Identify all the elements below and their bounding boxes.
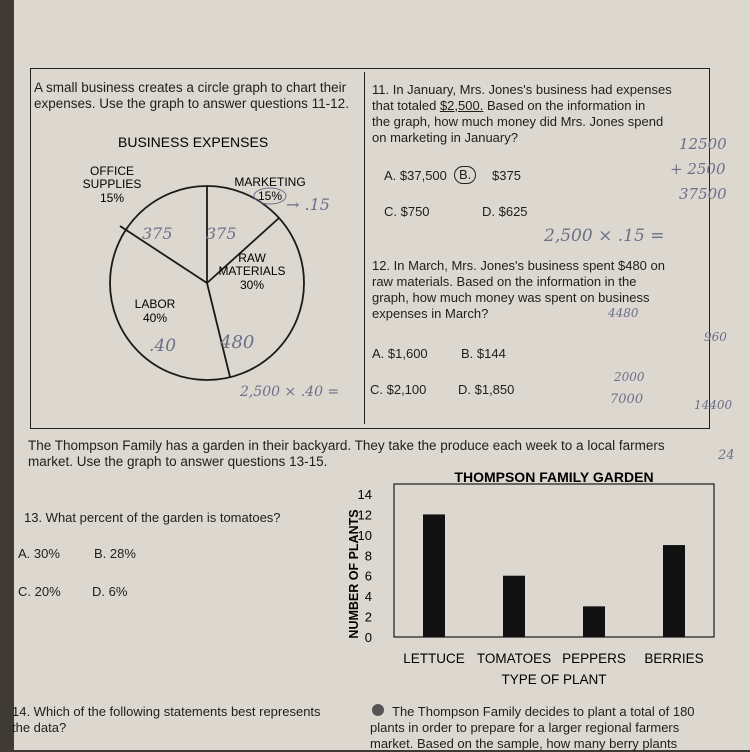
y-tick-label-10: 10 (357, 527, 372, 543)
section1-divider (364, 72, 365, 424)
pencil-margin-5: 24 (718, 448, 735, 463)
x-tick-label-tomatoes: TOMATOES (476, 651, 552, 666)
office-supplies-label-1: OFFICE (90, 164, 134, 178)
thompson-garden-bar-chart (314, 462, 724, 698)
pencil-375-right: 375 (206, 224, 237, 243)
q11-option-d[interactable]: D. $625 (482, 204, 528, 219)
marketing-pct: 15% (257, 189, 283, 203)
section1-bottom-border (30, 428, 710, 429)
section2-intro: The Thompson Family has a garden in their backyard. They take the produce each week to a local farmers market. Use the graph to answer questions 13-15. (28, 438, 665, 469)
labor-pct: 40% (142, 311, 168, 325)
q13-question: 13. What percent of the garden is tomatoes? (24, 510, 281, 525)
q12-line-1: 12. In March, Mrs. Jones's business spent $480 on (372, 258, 665, 273)
raw-materials-label-2: MATERIALS (218, 264, 286, 278)
q15-line-2: plants in order to prepare for a larger regional farmers (370, 720, 680, 735)
chart-xlabel: TYPE OF PLANT (501, 672, 607, 687)
pencil-scribble-2: 960 (704, 330, 727, 344)
pencil-arrow-015: → .15 (286, 195, 330, 214)
chart-ylabel: NUMBER OF PLANTS (347, 509, 361, 639)
bar-peppers (583, 606, 605, 637)
pencil-375-left: 375 (142, 224, 173, 243)
q14-line-1: 14. Which of the following statements best represents (12, 704, 321, 719)
y-tick-label-4: 4 (364, 589, 372, 605)
pencil-calc-q11: 2,500 × .15 = (544, 226, 665, 246)
chart-title: THOMPSON FAMILY GARDEN (454, 469, 654, 485)
pie-divider-bottom (207, 283, 230, 377)
pencil-scribble-4: 7000 (610, 392, 644, 407)
y-tick-label-8: 8 (364, 548, 372, 564)
bar-tomatoes (503, 576, 525, 637)
x-tick-label-lettuce: LETTUCE (403, 651, 465, 666)
y-tick-label-14: 14 (357, 487, 372, 502)
raw-materials-label-1: RAW (238, 251, 266, 265)
pencil-scribble-1: 4480 (608, 306, 639, 320)
q11-option-c[interactable]: C. $750 (384, 204, 430, 219)
pencil-calc-q12: 2,500 × .40 = (240, 384, 340, 400)
section1-left-border (30, 68, 31, 428)
q11-option-b-circle[interactable]: B. (454, 166, 476, 184)
bar-berries (663, 545, 685, 637)
labor-label: LABOR (134, 297, 176, 311)
q11-line-3: the graph, how much money did Mrs. Jones spend (372, 114, 664, 129)
q11-line-2: that totaled $2,500. Based on the information in (372, 98, 646, 113)
q11-amount: $2,500. (439, 98, 484, 113)
q13-option-d[interactable]: D. 6% (92, 584, 128, 599)
section1-intro: A small business creates a circle graph to chart their expenses. Use the graph to answer questions 11-12. (34, 80, 349, 111)
pencil-margin-2: + 2500 (670, 160, 726, 178)
bar-lettuce (423, 514, 445, 637)
x-tick-label-berries: BERRIES (644, 651, 704, 666)
q12-option-b[interactable]: B. $144 (461, 346, 506, 361)
q15-bullet-icon (372, 704, 384, 716)
pencil-margin-3: 37500 (679, 185, 727, 203)
q11-line-1: 11. In January, Mrs. Jones's business had expenses (372, 82, 672, 97)
pencil-scribble-3: 2000 (614, 370, 645, 384)
q11-option-a[interactable]: A. $37,500 (384, 168, 447, 183)
q12-option-d[interactable]: D. $1,850 (458, 382, 515, 397)
pencil-480: 480 (220, 332, 255, 353)
q12-line-2: raw materials. Based on the information in the (372, 274, 637, 289)
worksheet-page (14, 0, 750, 750)
section1-top-border (30, 68, 710, 69)
q15-line-1: The Thompson Family decides to plant a total of 180 (392, 704, 695, 719)
y-tick-label-6: 6 (364, 568, 372, 584)
pie-title: BUSINESS EXPENSES (118, 134, 269, 150)
office-supplies-label-2: SUPPLIES (82, 177, 142, 191)
q11-line-4: on marketing in January? (372, 130, 518, 145)
section1-right-border (709, 68, 710, 428)
q12-line-3: graph, how much money was spent on business (372, 290, 650, 305)
q14-line-2: the data? (12, 720, 67, 735)
marketing-label: MARKETING (234, 175, 306, 189)
q13-option-b[interactable]: B. 28% (94, 546, 136, 561)
pencil-margin-4: 14400 (694, 398, 733, 412)
pencil-40: .40 (149, 336, 177, 356)
y-tick-label-0: 0 (364, 630, 372, 645)
q12-line-4: expenses in March? (372, 306, 489, 321)
office-supplies-pct: 15% (99, 191, 125, 205)
y-tick-label-12: 12 (357, 507, 372, 523)
q11-option-b[interactable]: $375 (492, 168, 521, 183)
x-tick-label-peppers: PEPPERS (562, 651, 626, 666)
raw-materials-pct: 30% (239, 278, 265, 292)
q12-option-a[interactable]: A. $1,600 (372, 346, 428, 361)
q13-option-c[interactable]: C. 20% (18, 584, 61, 599)
q13-option-a[interactable]: A. 30% (18, 546, 60, 561)
pencil-margin-1: 12500 (679, 135, 727, 153)
q15-line-3: market. Based on the sample, how many berry plants (370, 736, 678, 751)
y-tick-label-2: 2 (364, 609, 372, 625)
q12-option-c[interactable]: C. $2,100 (370, 382, 427, 397)
